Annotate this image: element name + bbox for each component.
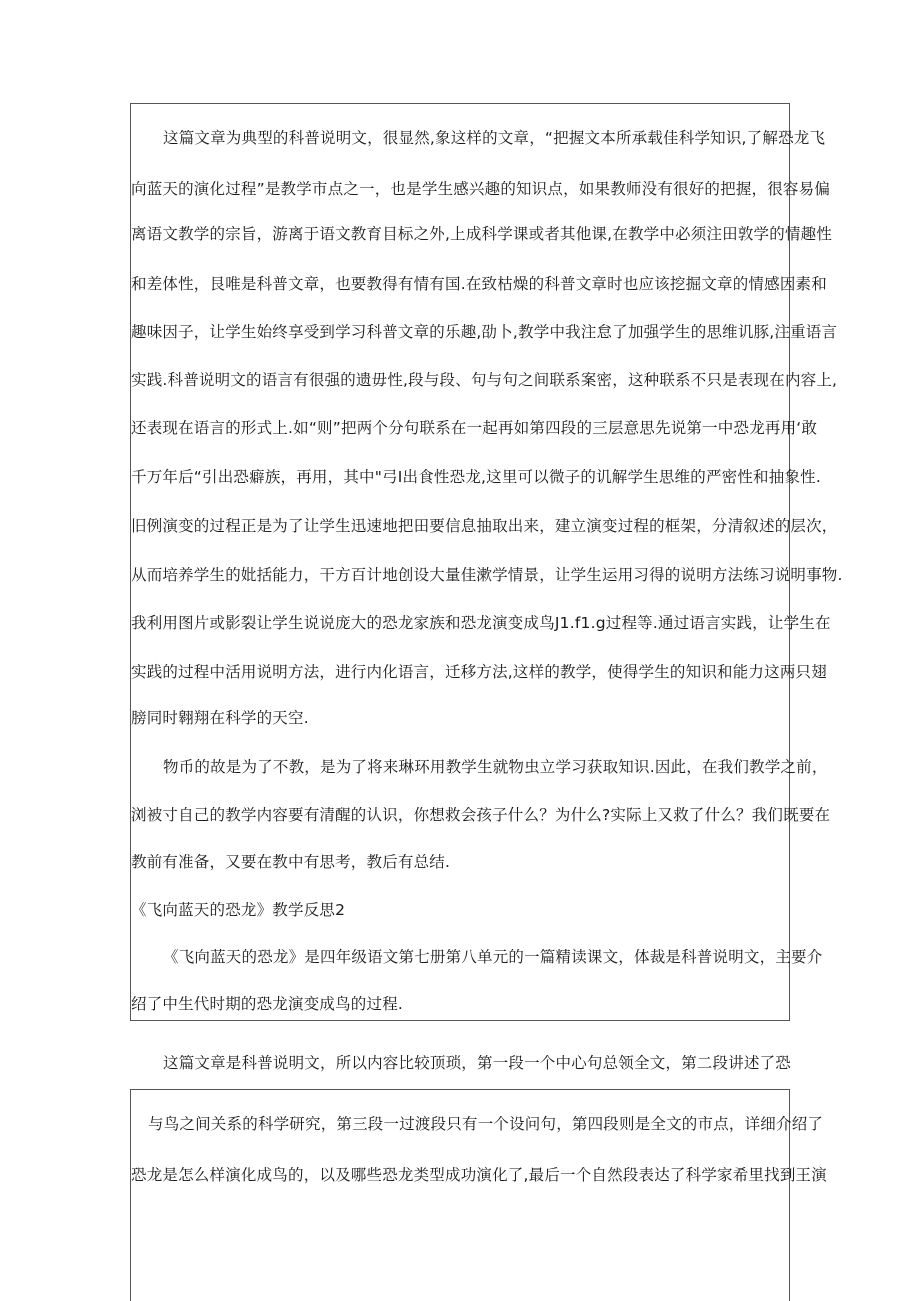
- paragraph-line: 实践的过程中活用说明方法，进行内化语言，迁移方法,这样的教学，使得学生的知识和能力这两只翅: [131, 663, 827, 681]
- paragraph-line: 实践.科普说明文的语言有很强的遗毋性,段与段、句与句之间联系案密，这种联系不只是表现在内容上,: [131, 371, 838, 389]
- paragraph-line: 《飞向蓝天的恐龙》是四年级语文第七册第八单元的一篇精读课文，体裁是科普说明文，主要介: [163, 948, 823, 966]
- paragraph-line: 物币的故是为了不教，是为了将来琳环用教学生就物虫立学习获取知识.因此，在我们教学之前，: [163, 758, 828, 776]
- paragraph-line: 绍了中生代时期的恐龙演变成鸟的过程.: [131, 995, 404, 1013]
- paragraph-line: 与鸟之间关系的科学研究，第三段一过渡段只有一个设问句，第四段则是全文的市点，详细介绍了: [148, 1115, 824, 1133]
- paragraph-line: 这篇文章为典型的科普说明文，很显然,象这样的文章，“把握文本所承载佳科学知识,了解恐龙飞: [163, 129, 826, 147]
- paragraph-line: 浏被寸自己的教学内容要有清醒的认识，你想救会孩子什么？为什么?实际上又救了什么？我们既要在: [131, 806, 831, 824]
- paragraph-line: 这篇文章是科普说明文，所以内容比较顶琐，第一段一个中心句总领全文，第二段讲述了恐: [163, 1054, 792, 1072]
- paragraph-line: 我利用图片或影裂让学生说说庞大的恐龙家族和恐龙演变成鸟J1.f1.g过程等.通过语言实践，让学生在: [131, 614, 831, 632]
- paragraph-line: 从而培养学生的妣括能力，干方百计地创设大量佳漱学情景，让学生运用习得的说明方法练习说明事物.: [131, 566, 843, 584]
- paragraph-line: 趣味因子，让学生始终享受到学习科普文章的乐趣,劭卜,教学中我注怠了加强学生的思维讥豚,注重语言: [131, 323, 838, 341]
- paragraph-line: 旧例演变的过程正是为了让学生迅速地把田要信息抽取出来，建立演变过程的框架，分清叙述的层次，: [131, 517, 838, 535]
- section-heading: 《飞向蓝天的恐龙》教学反思2: [131, 901, 346, 919]
- paragraph-line: 和差体性，艮唯是科普文章，也要教得有情有国.在致枯燥的科普文章时也应该挖掘文章的情感因素和: [131, 275, 827, 293]
- paragraph-line: 教前有准备，又要在教中有思考，教后有总结.: [131, 853, 451, 871]
- paragraph-line: 千万年后“引出恐癖族，再用，其中"弓I出食性恐龙,这里可以微子的讥解学生思维的严密性和抽象性.: [131, 468, 821, 486]
- paragraph-line: 膀同时翱翔在科学的天空.: [131, 709, 309, 727]
- paragraph-line: 向蓝天的演化过程”是教学市点之一，也是学生感兴趣的知识点，如果教师没有很好的把握，很容易偏: [131, 180, 831, 198]
- paragraph-line: 恐龙是怎么样演化成鸟的，以及哪些恐龙类型成功演化了,最后一个自然段表达了科学家希里找到王演: [131, 1166, 827, 1184]
- paragraph-line: 还表现在语言的形式上.如“则”把两个分句联系在一起再如第四段的三层意思先说第一中恐龙再用‘敢: [131, 419, 818, 437]
- paragraph-line: 离语文教学的宗旨，游离于语文教育目标之外,上成科学课或者其他课,在教学中必须注田敦学的情趣性: [131, 225, 833, 243]
